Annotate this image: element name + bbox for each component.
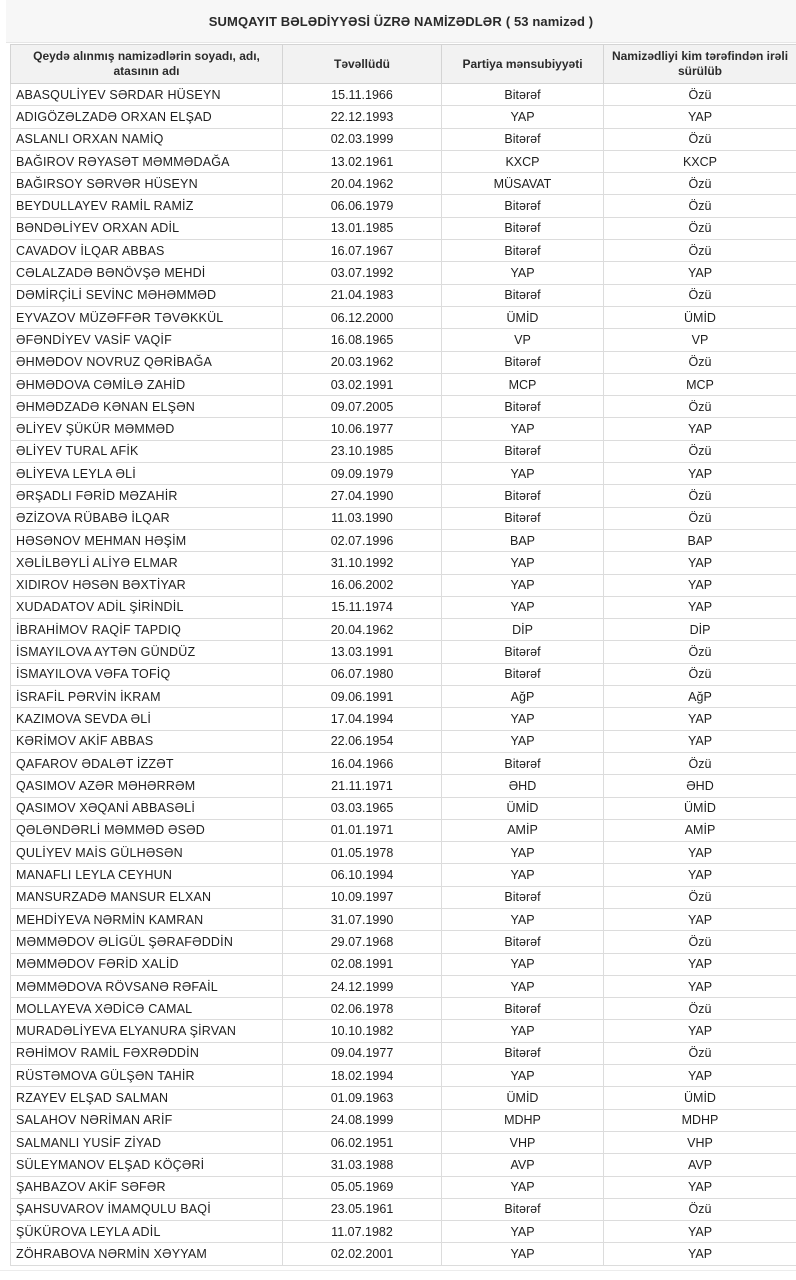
table-row bbox=[11, 284, 796, 306]
birth-date-cell: 01.09.1963 bbox=[283, 1087, 442, 1109]
nominated-by-cell: YAP bbox=[604, 106, 796, 128]
table-row bbox=[11, 1065, 796, 1087]
table-row bbox=[11, 663, 796, 685]
candidate-name-cell: RÜSTƏMOVA GÜLŞƏN TAHİR bbox=[11, 1065, 283, 1087]
nominated-by-cell: Özü bbox=[604, 351, 796, 373]
candidate-name-cell: MƏMMƏDOV FƏRİD XALİD bbox=[11, 953, 283, 975]
nominated-by-cell: YAP bbox=[604, 262, 796, 284]
birth-date-cell: 02.07.1996 bbox=[283, 529, 442, 551]
table-row bbox=[11, 752, 796, 774]
birth-date-cell: 18.02.1994 bbox=[283, 1065, 442, 1087]
candidate-count: ( 53 namizəd ) bbox=[505, 13, 594, 29]
candidate-name-cell: QAFAROV ƏDALƏT İZZƏT bbox=[11, 752, 283, 774]
table-row bbox=[11, 730, 796, 752]
party-cell: Bitərəf bbox=[442, 886, 604, 908]
nominated-by-cell: MDHP bbox=[604, 1109, 796, 1131]
party-cell: VHP bbox=[442, 1131, 604, 1153]
birth-date-cell: 15.11.1974 bbox=[283, 596, 442, 618]
candidate-name-cell: ƏZİZOVA RÜBABƏ İLQAR bbox=[11, 507, 283, 529]
birth-date-cell: 16.07.1967 bbox=[283, 240, 442, 262]
birth-date-cell: 02.02.2001 bbox=[283, 1243, 442, 1265]
nominated-by-cell: Özü bbox=[604, 752, 796, 774]
party-cell: MÜSAVAT bbox=[442, 173, 604, 195]
nominated-by-cell: Özü bbox=[604, 240, 796, 262]
party-cell: DİP bbox=[442, 619, 604, 641]
candidate-name-cell: MEHDİYEVA NƏRMİN KAMRAN bbox=[11, 908, 283, 930]
table-row bbox=[11, 1243, 796, 1265]
party-cell: MDHP bbox=[442, 1109, 604, 1131]
birth-date-cell: 31.10.1992 bbox=[283, 552, 442, 574]
table-body bbox=[11, 84, 796, 1266]
candidate-name-cell: RƏHİMOV RAMİL FƏXRƏDDİN bbox=[11, 1042, 283, 1064]
nominated-by-cell: Özü bbox=[604, 173, 796, 195]
candidate-name-cell: BAĞIROV RƏYASƏT MƏMMƏDAĞA bbox=[11, 150, 283, 172]
table-row bbox=[11, 195, 796, 217]
candidate-name-cell: XUDADATOV ADİL ŞİRİNDİL bbox=[11, 596, 283, 618]
party-cell: KXCP bbox=[442, 150, 604, 172]
table-row bbox=[11, 1176, 796, 1198]
candidates-table bbox=[10, 44, 796, 1266]
nominated-by-cell: YAP bbox=[604, 1020, 796, 1042]
party-cell: YAP bbox=[442, 106, 604, 128]
birth-date-cell: 24.12.1999 bbox=[283, 975, 442, 997]
nominated-by-cell: Özü bbox=[604, 998, 796, 1020]
nominated-by-cell: AVP bbox=[604, 1154, 796, 1176]
birth-date-cell: 06.10.1994 bbox=[283, 864, 442, 886]
birth-date-cell: 27.04.1990 bbox=[283, 485, 442, 507]
birth-date-cell: 22.12.1993 bbox=[283, 106, 442, 128]
nominated-by-cell: KXCP bbox=[604, 150, 796, 172]
party-cell: Bitərəf bbox=[442, 641, 604, 663]
nominated-by-cell: VP bbox=[604, 329, 796, 351]
birth-date-cell: 03.03.1965 bbox=[283, 797, 442, 819]
nominated-by-cell: Özü bbox=[604, 1042, 796, 1064]
party-cell: Bitərəf bbox=[442, 1042, 604, 1064]
nominated-by-cell: Özü bbox=[604, 84, 796, 106]
candidate-name-cell: CAVADOV İLQAR ABBAS bbox=[11, 240, 283, 262]
nominated-by-cell: Özü bbox=[604, 641, 796, 663]
nominated-by-cell: DİP bbox=[604, 619, 796, 641]
candidate-name-cell: ƏFƏNDİYEV VASİF VAQİF bbox=[11, 329, 283, 351]
party-cell: Bitərəf bbox=[442, 1198, 604, 1220]
nominated-by-cell: YAP bbox=[604, 463, 796, 485]
table-row bbox=[11, 173, 796, 195]
candidate-name-cell: QƏLƏNDƏRLİ MƏMMƏD ƏSƏD bbox=[11, 819, 283, 841]
party-cell: YAP bbox=[442, 1065, 604, 1087]
nominated-by-cell: YAP bbox=[604, 552, 796, 574]
table-row bbox=[11, 1221, 796, 1243]
column-header-birth: Təvəllüdü bbox=[283, 45, 442, 84]
candidate-name-cell: ƏRŞADLI FƏRİD MƏZAHİR bbox=[11, 485, 283, 507]
nominated-by-cell: YAP bbox=[604, 1243, 796, 1265]
birth-date-cell: 06.06.1979 bbox=[283, 195, 442, 217]
candidate-name-cell: MANAFLI LEYLA CEYHUN bbox=[11, 864, 283, 886]
candidate-name-cell: QULİYEV MAİS GÜLHƏSƏN bbox=[11, 842, 283, 864]
candidate-name-cell: EYVAZOV MÜZƏFFƏR TƏVƏKKÜL bbox=[11, 306, 283, 328]
party-cell: AğP bbox=[442, 686, 604, 708]
birth-date-cell: 06.07.1980 bbox=[283, 663, 442, 685]
party-cell: Bitərəf bbox=[442, 485, 604, 507]
table-row bbox=[11, 552, 796, 574]
candidate-name-cell: SALAHOV NƏRİMAN ARİF bbox=[11, 1109, 283, 1131]
party-cell: Bitərəf bbox=[442, 663, 604, 685]
candidate-name-cell: İSMAYILOVA VƏFA TOFİQ bbox=[11, 663, 283, 685]
column-header-nominated-by: Namizədliyi kim tərəfindən irəli sürülüb bbox=[604, 45, 796, 84]
party-cell: Bitərəf bbox=[442, 931, 604, 953]
table-row bbox=[11, 106, 796, 128]
table-row bbox=[11, 217, 796, 239]
table-row bbox=[11, 240, 796, 262]
table-row bbox=[11, 150, 796, 172]
nominated-by-cell: Özü bbox=[604, 1198, 796, 1220]
party-cell: Bitərəf bbox=[442, 440, 604, 462]
nominated-by-cell: Özü bbox=[604, 217, 796, 239]
birth-date-cell: 02.06.1978 bbox=[283, 998, 442, 1020]
nominated-by-cell: Özü bbox=[604, 284, 796, 306]
table-row bbox=[11, 485, 796, 507]
table-row bbox=[11, 396, 796, 418]
party-cell: BAP bbox=[442, 529, 604, 551]
candidate-name-cell: ŞÜKÜROVA LEYLA ADİL bbox=[11, 1221, 283, 1243]
table-row bbox=[11, 1131, 796, 1153]
party-cell: YAP bbox=[442, 1176, 604, 1198]
party-cell: ƏHD bbox=[442, 775, 604, 797]
nominated-by-cell: Özü bbox=[604, 663, 796, 685]
birth-date-cell: 06.12.2000 bbox=[283, 306, 442, 328]
birth-date-cell: 22.06.1954 bbox=[283, 730, 442, 752]
nominated-by-cell: AMİP bbox=[604, 819, 796, 841]
table-row bbox=[11, 574, 796, 596]
birth-date-cell: 05.05.1969 bbox=[283, 1176, 442, 1198]
table-row bbox=[11, 842, 796, 864]
birth-date-cell: 03.02.1991 bbox=[283, 373, 442, 395]
birth-date-cell: 06.02.1951 bbox=[283, 1131, 442, 1153]
nominated-by-cell: YAP bbox=[604, 574, 796, 596]
party-cell: Bitərəf bbox=[442, 84, 604, 106]
birth-date-cell: 03.07.1992 bbox=[283, 262, 442, 284]
candidate-name-cell: ŞAHSUVAROV İMAMQULU BAQİ bbox=[11, 1198, 283, 1220]
party-cell: YAP bbox=[442, 842, 604, 864]
party-cell: YAP bbox=[442, 864, 604, 886]
birth-date-cell: 01.05.1978 bbox=[283, 842, 442, 864]
candidate-name-cell: İSRAFİL PƏRVİN İKRAM bbox=[11, 686, 283, 708]
birth-date-cell: 16.08.1965 bbox=[283, 329, 442, 351]
nominated-by-cell: YAP bbox=[604, 596, 796, 618]
birth-date-cell: 20.04.1962 bbox=[283, 173, 442, 195]
table-row bbox=[11, 886, 796, 908]
birth-date-cell: 21.11.1971 bbox=[283, 775, 442, 797]
nominated-by-cell: YAP bbox=[604, 708, 796, 730]
birth-date-cell: 21.04.1983 bbox=[283, 284, 442, 306]
candidate-name-cell: DƏMİRÇİLİ SEVİNC MƏHƏMMƏD bbox=[11, 284, 283, 306]
candidate-name-cell: ADIGÖZƏLZADƏ ORXAN ELŞAD bbox=[11, 106, 283, 128]
table-row bbox=[11, 128, 796, 150]
candidate-name-cell: XIDIROV HƏSƏN BƏXTİYAR bbox=[11, 574, 283, 596]
party-cell: YAP bbox=[442, 552, 604, 574]
candidate-name-cell: İBRAHİMOV RAQİF TAPDIQ bbox=[11, 619, 283, 641]
nominated-by-cell: ÜMİD bbox=[604, 797, 796, 819]
candidate-name-cell: ƏHMƏDOVA CƏMİLƏ ZAHİD bbox=[11, 373, 283, 395]
nominated-by-cell: YAP bbox=[604, 1221, 796, 1243]
candidate-name-cell: QASIMOV AZƏR MƏHƏRRƏM bbox=[11, 775, 283, 797]
party-cell: YAP bbox=[442, 262, 604, 284]
bottom-divider bbox=[0, 1270, 796, 1280]
birth-date-cell: 20.03.1962 bbox=[283, 351, 442, 373]
table-row bbox=[11, 1198, 796, 1220]
nominated-by-cell: Özü bbox=[604, 195, 796, 217]
birth-date-cell: 11.07.1982 bbox=[283, 1221, 442, 1243]
table-row bbox=[11, 84, 796, 106]
table-row bbox=[11, 329, 796, 351]
party-cell: AVP bbox=[442, 1154, 604, 1176]
party-cell: Bitərəf bbox=[442, 396, 604, 418]
birth-date-cell: 23.10.1985 bbox=[283, 440, 442, 462]
table-row bbox=[11, 463, 796, 485]
birth-date-cell: 09.06.1991 bbox=[283, 686, 442, 708]
party-cell: YAP bbox=[442, 574, 604, 596]
party-cell: YAP bbox=[442, 908, 604, 930]
table-row bbox=[11, 507, 796, 529]
candidate-name-cell: MƏMMƏDOVA RÖVSANƏ RƏFAİL bbox=[11, 975, 283, 997]
table-row bbox=[11, 931, 796, 953]
birth-date-cell: 17.04.1994 bbox=[283, 708, 442, 730]
party-cell: YAP bbox=[442, 730, 604, 752]
birth-date-cell: 13.02.1961 bbox=[283, 150, 442, 172]
nominated-by-cell: MCP bbox=[604, 373, 796, 395]
nominated-by-cell: YAP bbox=[604, 908, 796, 930]
nominated-by-cell: BAP bbox=[604, 529, 796, 551]
candidate-name-cell: ŞAHBAZOV AKİF SƏFƏR bbox=[11, 1176, 283, 1198]
party-cell: VP bbox=[442, 329, 604, 351]
candidate-name-cell: ABASQULİYEV SƏRDAR HÜSEYN bbox=[11, 84, 283, 106]
table-row bbox=[11, 1042, 796, 1064]
birth-date-cell: 29.07.1968 bbox=[283, 931, 442, 953]
table-row bbox=[11, 797, 796, 819]
party-cell: ÜMİD bbox=[442, 1087, 604, 1109]
candidate-name-cell: İSMAYILOVA AYTƏN GÜNDÜZ bbox=[11, 641, 283, 663]
table-row bbox=[11, 619, 796, 641]
table-row bbox=[11, 262, 796, 284]
birth-date-cell: 16.06.2002 bbox=[283, 574, 442, 596]
candidate-name-cell: MURADƏLİYEVA ELYANURA ŞİRVAN bbox=[11, 1020, 283, 1042]
birth-date-cell: 09.09.1979 bbox=[283, 463, 442, 485]
party-cell: YAP bbox=[442, 975, 604, 997]
nominated-by-cell: Özü bbox=[604, 396, 796, 418]
nominated-by-cell: YAP bbox=[604, 953, 796, 975]
party-cell: Bitərəf bbox=[442, 284, 604, 306]
table-header-row bbox=[11, 45, 796, 84]
party-cell: Bitərəf bbox=[442, 507, 604, 529]
candidate-name-cell: ASLANLI ORXAN NAMİQ bbox=[11, 128, 283, 150]
candidate-name-cell: ƏLİYEVA LEYLA ƏLİ bbox=[11, 463, 283, 485]
table-row bbox=[11, 529, 796, 551]
candidate-name-cell: BEYDULLAYEV RAMİL RAMİZ bbox=[11, 195, 283, 217]
candidate-name-cell: ZÖHRABOVA NƏRMİN XƏYYAM bbox=[11, 1243, 283, 1265]
party-cell: YAP bbox=[442, 708, 604, 730]
candidate-name-cell: MANSURZADƏ MANSUR ELXAN bbox=[11, 886, 283, 908]
table-row bbox=[11, 975, 796, 997]
nominated-by-cell: Özü bbox=[604, 507, 796, 529]
nominated-by-cell: YAP bbox=[604, 1065, 796, 1087]
party-cell: AMİP bbox=[442, 819, 604, 841]
candidate-name-cell: HƏSƏNOV MEHMAN HƏŞİM bbox=[11, 529, 283, 551]
column-header-name: Qeydə alınmış namizədlərin soyadı, adı, atasının adı bbox=[11, 45, 283, 84]
nominated-by-cell: YAP bbox=[604, 418, 796, 440]
birth-date-cell: 10.10.1982 bbox=[283, 1020, 442, 1042]
party-cell: YAP bbox=[442, 596, 604, 618]
birth-date-cell: 13.03.1991 bbox=[283, 641, 442, 663]
candidate-name-cell: SÜLEYMANOV ELŞAD KÖÇƏRİ bbox=[11, 1154, 283, 1176]
birth-date-cell: 31.07.1990 bbox=[283, 908, 442, 930]
table-row bbox=[11, 440, 796, 462]
candidate-name-cell: ƏLİYEV TURAL AFİK bbox=[11, 440, 283, 462]
nominated-by-cell: YAP bbox=[604, 730, 796, 752]
table-row bbox=[11, 373, 796, 395]
candidate-name-cell: MƏMMƏDOV ƏLİGÜL ŞƏRAFƏDDİN bbox=[11, 931, 283, 953]
party-cell: MCP bbox=[442, 373, 604, 395]
table-row bbox=[11, 686, 796, 708]
column-header-party: Partiya mənsubiyyəti bbox=[442, 45, 604, 84]
table-row bbox=[11, 864, 796, 886]
table-row bbox=[11, 306, 796, 328]
candidate-name-cell: QASIMOV XƏQANİ ABBASƏLİ bbox=[11, 797, 283, 819]
birth-date-cell: 23.05.1961 bbox=[283, 1198, 442, 1220]
table-row bbox=[11, 1109, 796, 1131]
birth-date-cell: 09.04.1977 bbox=[283, 1042, 442, 1064]
party-cell: YAP bbox=[442, 953, 604, 975]
candidate-name-cell: ƏHMƏDOV NOVRUZ QƏRİBAĞA bbox=[11, 351, 283, 373]
nominated-by-cell: ÜMİD bbox=[604, 1087, 796, 1109]
candidate-name-cell: BƏNDƏLİYEV ORXAN ADİL bbox=[11, 217, 283, 239]
nominated-by-cell: YAP bbox=[604, 864, 796, 886]
nominated-by-cell: VHP bbox=[604, 1131, 796, 1153]
candidate-name-cell: RZAYEV ELŞAD SALMAN bbox=[11, 1087, 283, 1109]
party-cell: Bitərəf bbox=[442, 351, 604, 373]
nominated-by-cell: YAP bbox=[604, 975, 796, 997]
page-title-text: SUMQAYIT BƏLƏDİYYƏSİ ÜZRƏ NAMİZƏDLƏR bbox=[208, 13, 502, 29]
table-row bbox=[11, 351, 796, 373]
birth-date-cell: 10.09.1997 bbox=[283, 886, 442, 908]
candidate-name-cell: ƏLİYEV ŞÜKÜR MƏMMƏD bbox=[11, 418, 283, 440]
party-cell: ÜMİD bbox=[442, 797, 604, 819]
page-title bbox=[6, 0, 796, 43]
nominated-by-cell: Özü bbox=[604, 128, 796, 150]
birth-date-cell: 15.11.1966 bbox=[283, 84, 442, 106]
nominated-by-cell: Özü bbox=[604, 485, 796, 507]
party-cell: Bitərəf bbox=[442, 128, 604, 150]
party-cell: Bitərəf bbox=[442, 217, 604, 239]
party-cell: YAP bbox=[442, 463, 604, 485]
nominated-by-cell: YAP bbox=[604, 842, 796, 864]
party-cell: YAP bbox=[442, 1243, 604, 1265]
party-cell: ÜMİD bbox=[442, 306, 604, 328]
table-row bbox=[11, 819, 796, 841]
table-row bbox=[11, 1154, 796, 1176]
birth-date-cell: 10.06.1977 bbox=[283, 418, 442, 440]
candidate-name-cell: ƏHMƏDZADƏ KƏNAN ELŞƏN bbox=[11, 396, 283, 418]
birth-date-cell: 24.08.1999 bbox=[283, 1109, 442, 1131]
birth-date-cell: 20.04.1962 bbox=[283, 619, 442, 641]
birth-date-cell: 02.03.1999 bbox=[283, 128, 442, 150]
birth-date-cell: 13.01.1985 bbox=[283, 217, 442, 239]
table-row bbox=[11, 775, 796, 797]
party-cell: Bitərəf bbox=[442, 195, 604, 217]
birth-date-cell: 01.01.1971 bbox=[283, 819, 442, 841]
candidate-name-cell: MOLLAYEVA XƏDİCƏ CAMAL bbox=[11, 998, 283, 1020]
party-cell: Bitərəf bbox=[442, 998, 604, 1020]
birth-date-cell: 31.03.1988 bbox=[283, 1154, 442, 1176]
table-row bbox=[11, 596, 796, 618]
table-row bbox=[11, 908, 796, 930]
candidate-name-cell: KAZIMOVA SEVDA ƏLİ bbox=[11, 708, 283, 730]
party-cell: Bitərəf bbox=[442, 240, 604, 262]
table-row bbox=[11, 1020, 796, 1042]
nominated-by-cell: Özü bbox=[604, 931, 796, 953]
candidate-name-cell: SALMANLI YUSİF ZİYAD bbox=[11, 1131, 283, 1153]
candidate-name-cell: XƏLİLBƏYLİ ALİYƏ ELMAR bbox=[11, 552, 283, 574]
nominated-by-cell: Özü bbox=[604, 440, 796, 462]
candidate-name-cell: CƏLALZADƏ BƏNÖVŞƏ MEHDİ bbox=[11, 262, 283, 284]
table-row bbox=[11, 418, 796, 440]
party-cell: YAP bbox=[442, 1221, 604, 1243]
party-cell: YAP bbox=[442, 1020, 604, 1042]
nominated-by-cell: AğP bbox=[604, 686, 796, 708]
nominated-by-cell: Özü bbox=[604, 886, 796, 908]
candidate-name-cell: KƏRİMOV AKİF ABBAS bbox=[11, 730, 283, 752]
table-row bbox=[11, 1087, 796, 1109]
table-row bbox=[11, 998, 796, 1020]
table-row bbox=[11, 953, 796, 975]
birth-date-cell: 02.08.1991 bbox=[283, 953, 442, 975]
birth-date-cell: 09.07.2005 bbox=[283, 396, 442, 418]
party-cell: YAP bbox=[442, 418, 604, 440]
birth-date-cell: 11.03.1990 bbox=[283, 507, 442, 529]
party-cell: Bitərəf bbox=[442, 752, 604, 774]
nominated-by-cell: YAP bbox=[604, 1176, 796, 1198]
table-row bbox=[11, 641, 796, 663]
candidate-name-cell: BAĞIRSOY SƏRVƏR HÜSEYN bbox=[11, 173, 283, 195]
table-row bbox=[11, 708, 796, 730]
nominated-by-cell: ÜMİD bbox=[604, 306, 796, 328]
nominated-by-cell: ƏHD bbox=[604, 775, 796, 797]
birth-date-cell: 16.04.1966 bbox=[283, 752, 442, 774]
